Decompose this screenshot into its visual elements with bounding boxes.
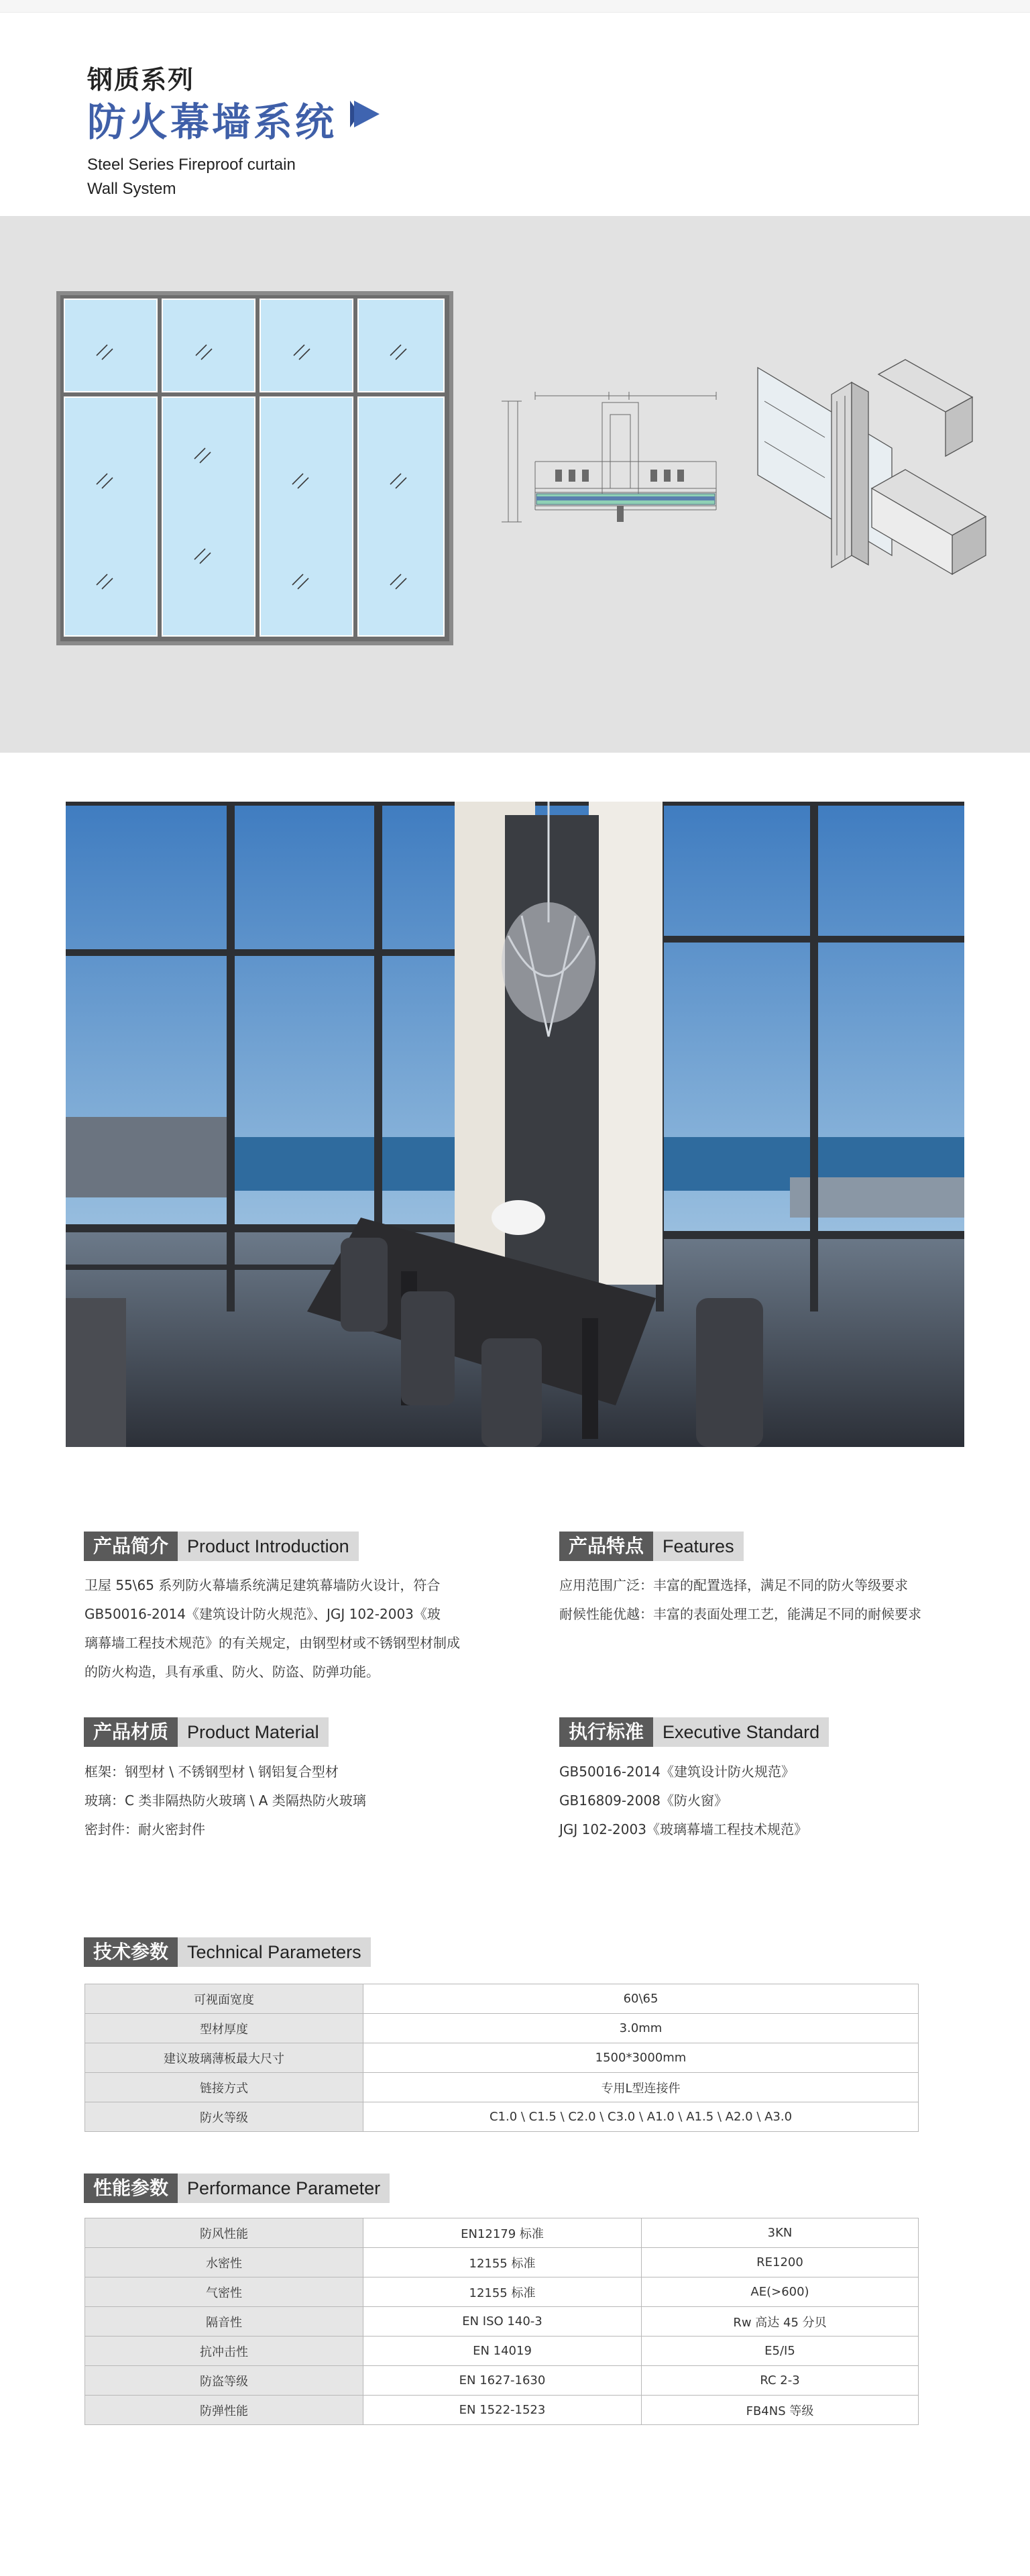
standard-heading-cn: 执行标准: [559, 1717, 653, 1747]
table-row: [85, 2218, 919, 2248]
perf-table: [84, 2218, 919, 2425]
features-heading-cn: 产品特点: [559, 1532, 653, 1561]
standard-line: JGJ 102-2003《玻璃幕墙工程技术规范》: [559, 1821, 807, 1837]
top-strip: [0, 0, 1030, 13]
tech-table: [84, 1984, 919, 2132]
tech-label: 型材厚度: [85, 2014, 363, 2043]
intro-heading: [84, 1532, 359, 1561]
tech-label: 可视面宽度: [85, 1984, 363, 2014]
perf-standard: 12155 标准: [363, 2248, 642, 2277]
perf-value: RE1200: [642, 2248, 919, 2277]
perf-heading: [84, 2174, 390, 2203]
tech-value: 60\65: [363, 1984, 919, 2014]
intro-line: 卫屋 55\65 系列防火幕墙系统满足建筑幕墙防火设计，符合: [84, 1577, 441, 1593]
material-line: 密封件：耐火密封件: [84, 1821, 205, 1837]
profile-section-drawing: [495, 388, 730, 549]
intro-line: 璃幕墙工程技术规范》的有关规定，由钢型材或不锈钢型材制成: [84, 1635, 460, 1651]
table-row: [85, 2366, 919, 2396]
page-title-en: [87, 153, 296, 201]
tech-label: 链接方式: [85, 2073, 363, 2102]
perf-standard: EN12179 标准: [363, 2218, 642, 2248]
tech-value: 1500*3000mm: [363, 2043, 919, 2073]
tech-heading-cn: 技术参数: [84, 1937, 178, 1967]
tech-value: 专用L型连接件: [363, 2073, 919, 2102]
intro-line: 的防火构造，具有承重、防火、防盗、防弹功能。: [84, 1664, 380, 1680]
intro-text: [84, 1571, 460, 1686]
perf-label: 防盗等级: [85, 2366, 363, 2396]
perf-label: 防弹性能: [85, 2396, 363, 2425]
dining-room-photo: [66, 802, 964, 1447]
perf-value: RC 2-3: [642, 2366, 919, 2396]
tech-heading: [84, 1937, 371, 1967]
curtain-wall-elevation-drawing: [55, 290, 455, 647]
tech-value: C1.0 \ C1.5 \ C2.0 \ C3.0 \ A1.0 \ A1.5 \ A2.0 \ A3.0: [363, 2102, 919, 2132]
perf-label: 防风性能: [85, 2218, 363, 2248]
features-heading-en: Features: [653, 1532, 744, 1561]
perf-label: 抗冲击性: [85, 2337, 363, 2366]
material-heading-en: Product Material: [178, 1717, 329, 1747]
table-row: [85, 2014, 919, 2043]
perf-standard: EN 1522-1523: [363, 2396, 642, 2425]
perf-heading-en: Performance Parameter: [178, 2174, 390, 2203]
perf-standard: EN 1627-1630: [363, 2366, 642, 2396]
table-row: [85, 2102, 919, 2132]
material-text: [84, 1758, 366, 1844]
features-line: 耐候性能优越：丰富的表面处理工艺，能满足不同的耐候要求: [559, 1606, 921, 1622]
page-title: 防火幕墙系统: [87, 99, 337, 145]
table-row: [85, 2277, 919, 2307]
standard-line: GB16809-2008《防火窗》: [559, 1792, 728, 1809]
table-row: [85, 2248, 919, 2277]
perf-label: 隔音性: [85, 2307, 363, 2337]
perf-value: Rw 高达 45 分贝: [642, 2307, 919, 2337]
table-row: [85, 2396, 919, 2425]
material-line: 框架：钢型材 \ 不锈钢型材 \ 钢铝复合型材: [84, 1764, 339, 1780]
features-text: [559, 1571, 921, 1629]
intro-heading-en: Product Introduction: [178, 1532, 359, 1561]
table-row: [85, 2337, 919, 2366]
tech-label: 建议玻璃薄板最大尺寸: [85, 2043, 363, 2073]
play-arrow-icon: [354, 101, 380, 127]
standard-heading: [559, 1717, 829, 1747]
material-heading: [84, 1717, 329, 1747]
intro-heading-cn: 产品简介: [84, 1532, 178, 1561]
perf-heading-cn: 性能参数: [84, 2174, 178, 2203]
perf-standard: EN ISO 140-3: [363, 2307, 642, 2337]
material-line: 玻璃：C 类非隔热防火玻璃 \ A 类隔热防火玻璃: [84, 1792, 366, 1809]
standard-heading-en: Executive Standard: [653, 1717, 829, 1747]
table-row: [85, 2043, 919, 2073]
perf-value: AE(>600): [642, 2277, 919, 2307]
title-en-line1: Steel Series Fireproof curtain: [87, 156, 296, 174]
perf-label: 水密性: [85, 2248, 363, 2277]
table-row: [85, 2073, 919, 2102]
series-label: 钢质系列: [87, 65, 195, 95]
perf-value: 3KN: [642, 2218, 919, 2248]
perf-standard: EN 14019: [363, 2337, 642, 2366]
features-heading: [559, 1532, 744, 1561]
standard-line: GB50016-2014《建筑设计防火规范》: [559, 1764, 795, 1780]
features-line: 应用范围广泛：丰富的配置选择，满足不同的防火等级要求: [559, 1577, 908, 1593]
perf-value: E5/I5: [642, 2337, 919, 2366]
material-heading-cn: 产品材质: [84, 1717, 178, 1747]
standard-text: [559, 1758, 807, 1844]
tech-label: 防火等级: [85, 2102, 363, 2132]
perf-label: 气密性: [85, 2277, 363, 2307]
tech-value: 3.0mm: [363, 2014, 919, 2043]
intro-line: GB50016-2014《建筑设计防火规范》、JGJ 102-2003《玻: [84, 1606, 441, 1622]
perf-standard: 12155 标准: [363, 2277, 642, 2307]
table-row: [85, 1984, 919, 2014]
isometric-joint-drawing: [751, 354, 992, 602]
perf-value: FB4NS 等级: [642, 2396, 919, 2425]
title-en-line2: Wall System: [87, 180, 176, 198]
table-row: [85, 2307, 919, 2337]
tech-heading-en: Technical Parameters: [178, 1937, 371, 1967]
